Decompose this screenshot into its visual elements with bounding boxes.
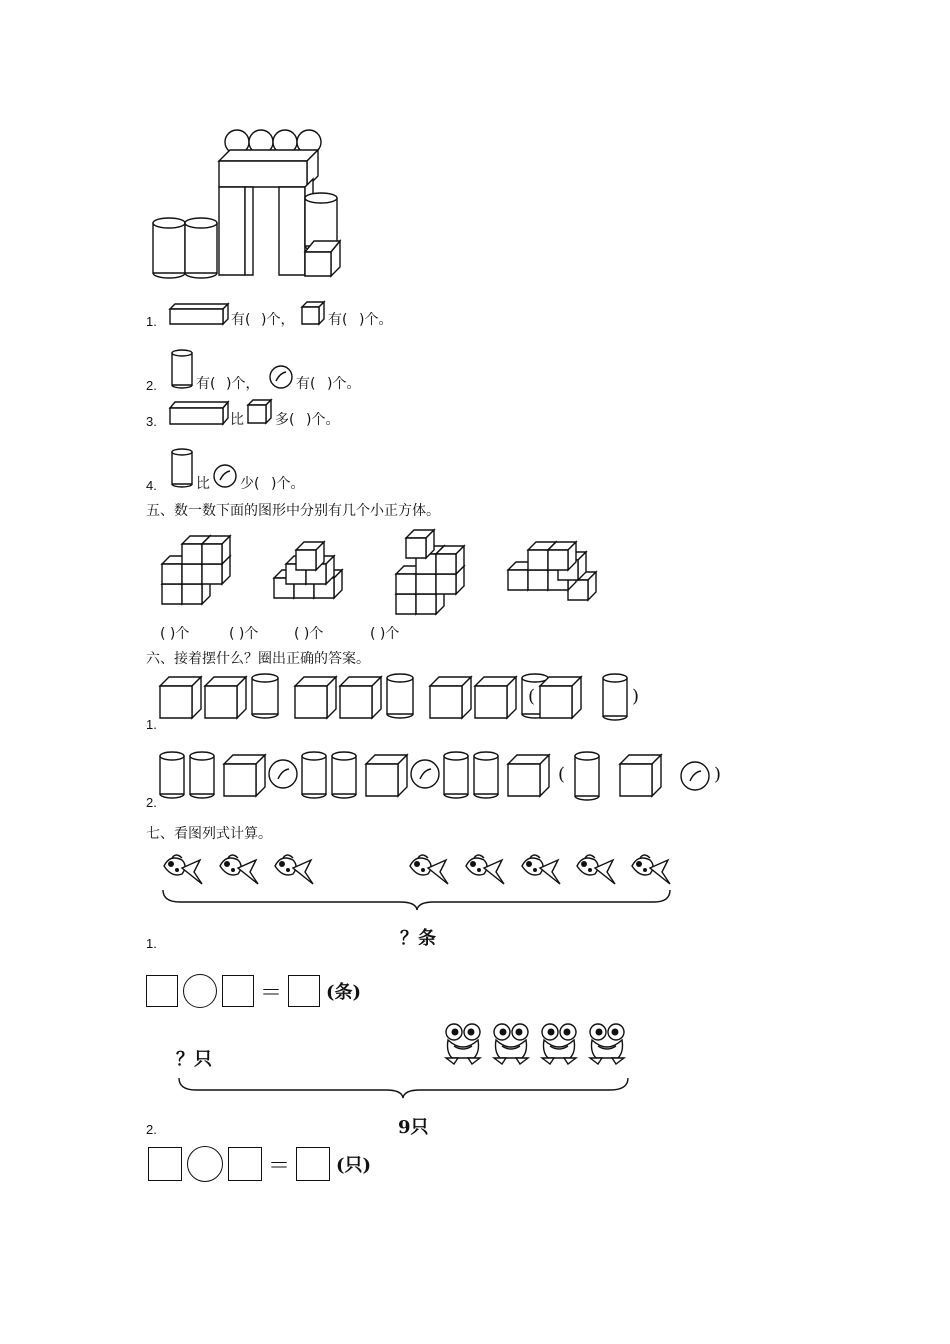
- fish-total-label: ？条: [400, 928, 436, 949]
- cube-icon: [508, 755, 549, 796]
- cube-icon: [296, 542, 324, 570]
- block-structure-picture: [150, 128, 350, 280]
- cylinder-icon: [603, 674, 627, 720]
- question-number: 4.: [146, 478, 157, 493]
- cylinder-icon: [474, 752, 498, 798]
- cube-icon: [430, 677, 471, 718]
- blank-open: 少(: [240, 476, 260, 492]
- blank-open: 多(: [275, 412, 295, 428]
- blank-close: )个。: [306, 412, 340, 428]
- frog-icon: [590, 1024, 624, 1064]
- fish-icon: [577, 855, 615, 884]
- cube-icon: [548, 542, 576, 570]
- question-number: 2.: [146, 1122, 157, 1137]
- cylinder-icon: [170, 447, 194, 489]
- cube-icon: [246, 398, 274, 426]
- equals-sign: ＝: [268, 1153, 291, 1179]
- choice-bracket-open: (: [558, 764, 566, 785]
- cube-icon: [406, 530, 434, 558]
- unit-label: (只): [336, 1155, 372, 1176]
- cube-stack-figure-3: [388, 522, 468, 616]
- number-box[interactable]: [148, 1147, 182, 1181]
- cube-icon: [295, 677, 336, 718]
- frog-icon: [494, 1024, 528, 1064]
- cube-icon: [540, 677, 581, 718]
- question-number: 2.: [146, 795, 157, 810]
- fish-icon: [220, 855, 258, 884]
- operator-circle[interactable]: [187, 1146, 223, 1182]
- compare-word: 比: [196, 476, 210, 492]
- sphere-icon: [212, 463, 238, 489]
- compare-word: 比: [230, 412, 244, 428]
- cube-icon: [160, 677, 201, 718]
- cuboid-icon: [168, 400, 230, 426]
- answer-box[interactable]: [288, 975, 320, 1007]
- fish-icon: [410, 855, 448, 884]
- equation-row-1: [146, 974, 361, 1008]
- answer-blank-1: ( )个: [160, 626, 190, 642]
- cube-stack-figure-2: [266, 536, 346, 602]
- cylinder-icon: [444, 752, 468, 798]
- blank-close: )个。: [359, 312, 393, 328]
- fish-icon: [466, 855, 504, 884]
- cube-icon: [202, 536, 230, 564]
- choice-bracket-close: ): [632, 686, 640, 707]
- choice-bracket-open: (: [528, 686, 536, 707]
- number-box[interactable]: [222, 975, 254, 1007]
- fish-icon: [632, 855, 670, 884]
- cylinder-icon: [302, 752, 326, 798]
- equals-sign: ＝: [260, 980, 283, 1006]
- answer-blank-3: ( )个: [294, 626, 324, 642]
- cylinder-icon: [170, 348, 194, 390]
- brace-frog: [176, 1076, 632, 1100]
- cylinder-icon: [190, 752, 214, 798]
- sphere-icon: [681, 762, 709, 790]
- frog-total-label: 9只: [398, 1117, 429, 1138]
- fish-icon: [522, 855, 560, 884]
- cube-icon: [620, 755, 661, 796]
- cube-icon: [224, 755, 265, 796]
- unknown-frog-label: ？只: [176, 1049, 212, 1070]
- blank-close: )个，: [261, 312, 295, 328]
- cylinder-icon: [575, 752, 599, 800]
- question-number: 3.: [146, 414, 157, 429]
- blank-close: )个，: [226, 376, 260, 392]
- blank-close: )个。: [327, 376, 361, 392]
- blank-close: )个。: [271, 476, 305, 492]
- fish-row: [160, 850, 680, 890]
- cylinder-icon: [252, 674, 278, 718]
- blank-open: 有(: [196, 376, 216, 392]
- cube-icon: [205, 677, 246, 718]
- frog-row: [440, 1020, 640, 1070]
- cube-icon: [340, 677, 381, 718]
- cylinder-icon: [332, 752, 356, 798]
- fish-icon: [275, 855, 313, 884]
- equation-row-2: [148, 1146, 371, 1182]
- cylinder-icon: [160, 752, 184, 798]
- cylinder-icon: [387, 674, 413, 718]
- unit-label: (条): [326, 982, 362, 1003]
- question-number: 2.: [146, 378, 157, 393]
- blank-open: 有(: [328, 312, 348, 328]
- cube-stack-figure-1: [150, 532, 222, 602]
- blank-open: 有(: [296, 376, 316, 392]
- number-box[interactable]: [146, 975, 178, 1007]
- answer-box[interactable]: [296, 1147, 330, 1181]
- question-number: 1.: [146, 717, 157, 732]
- shape-sequence-2: [155, 748, 735, 804]
- brace-fish: [160, 888, 674, 912]
- sphere-icon: [269, 760, 297, 788]
- cuboid-icon: [168, 302, 230, 326]
- operator-circle[interactable]: [183, 974, 217, 1008]
- cube-icon: [436, 546, 464, 574]
- question-number: 1.: [146, 936, 157, 951]
- blank-open: 有(: [231, 312, 251, 328]
- frog-icon: [542, 1024, 576, 1064]
- cube-icon: [366, 755, 407, 796]
- frog-icon: [446, 1024, 480, 1064]
- section-5-title: 五、数一数下面的图形中分别有几个小正方体。: [146, 503, 440, 519]
- question-number: 1.: [146, 314, 157, 329]
- choice-bracket-close: ): [714, 764, 722, 785]
- number-box[interactable]: [228, 1147, 262, 1181]
- cube-icon: [300, 300, 326, 326]
- cube-icon: [475, 677, 516, 718]
- sphere-icon: [411, 760, 439, 788]
- answer-blank-2: ( )个: [229, 626, 259, 642]
- fish-icon: [164, 855, 202, 884]
- shape-sequence-1: [155, 670, 645, 724]
- section-6-title: 六、接着摆什么？圈出正确的答案。: [146, 651, 370, 667]
- answer-blank-4: ( )个: [370, 626, 400, 642]
- sphere-icon: [268, 364, 294, 390]
- cube-stack-figure-4: [502, 538, 592, 604]
- section-7-title: 七、看图列式计算。: [146, 826, 272, 842]
